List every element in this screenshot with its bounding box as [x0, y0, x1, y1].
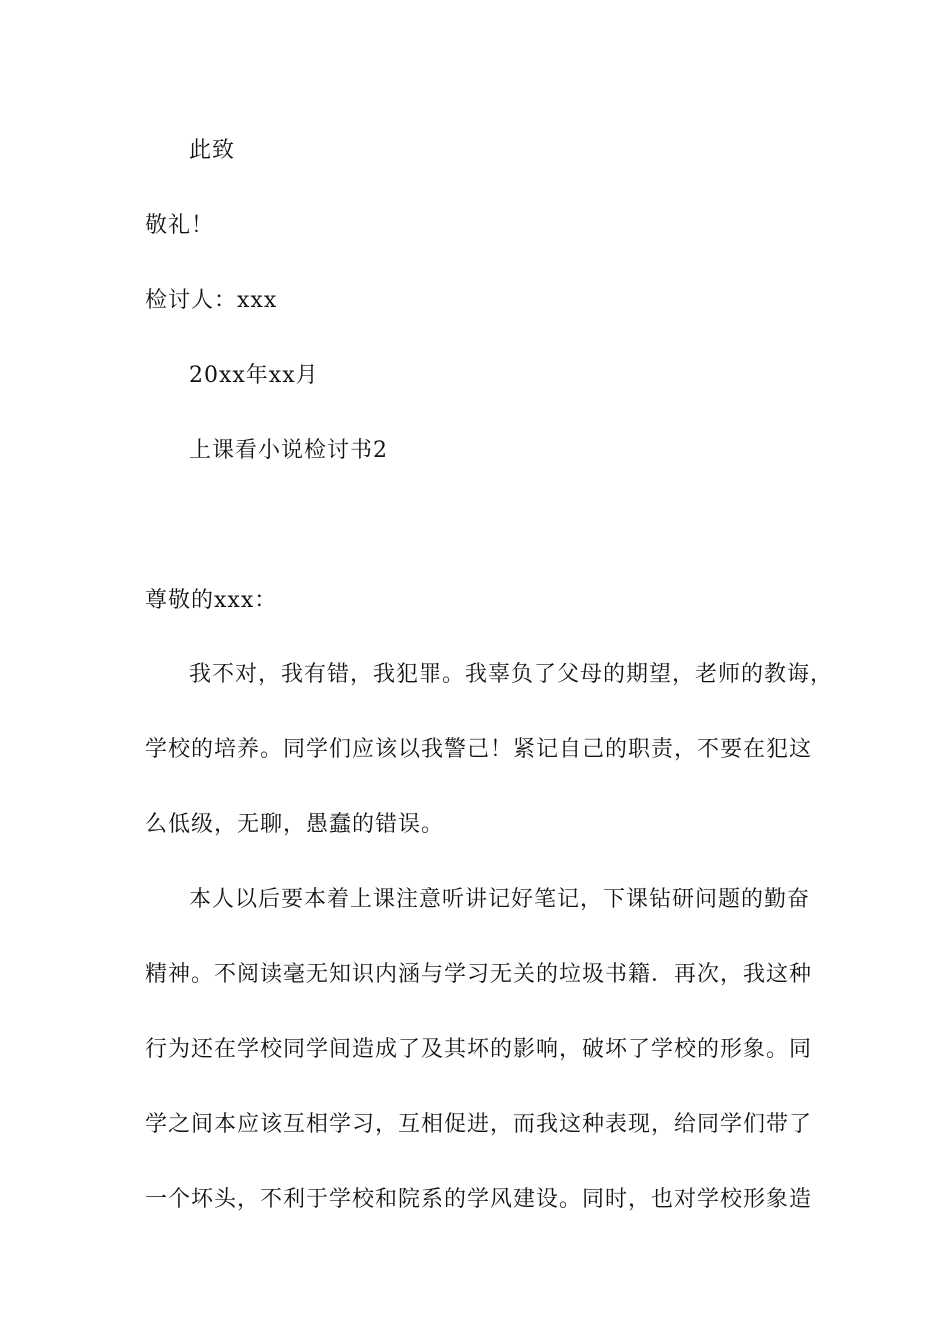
paragraph-2-line-4: 学之间本应该互相学习，互相促进，而我这种表现，给同学们带了: [145, 1112, 813, 1137]
paragraph-2-line-1: 本人以后要本着上课注意听讲记好笔记，下课钻研问题的勤奋: [189, 887, 811, 912]
paragraph-1-line-3: 么低级，无聊，愚蠢的错误。: [145, 812, 445, 837]
signer-line: 检讨人：xxx: [145, 288, 278, 313]
paragraph-1-line-1: 我不对，我有错，我犯罪。我辜负了父母的期望，老师的教诲，: [189, 662, 834, 687]
paragraph-2-line-5: 一个坏头，不利于学校和院系的学风建设。同时，也对学校形象造: [145, 1187, 813, 1212]
paragraph-2-line-2: 精神。不阅读毫无知识内涵与学习无关的垃圾书籍．再次，我这种: [145, 962, 813, 987]
salutation: 尊敬的xxx：: [145, 588, 278, 613]
section-title: 上课看小说检讨书2: [189, 438, 388, 463]
closing-line-2: 敬礼！: [145, 213, 215, 238]
date-line: 20xx年xx月: [189, 363, 319, 388]
paragraph-1-line-2: 学校的培养。同学们应该以我警己！紧记自己的职责，不要在犯这: [145, 737, 813, 762]
paragraph-2-line-3: 行为还在学校同学间造成了及其坏的影响，破坏了学校的形象。同: [145, 1037, 813, 1062]
closing-line-1: 此致: [189, 138, 236, 163]
